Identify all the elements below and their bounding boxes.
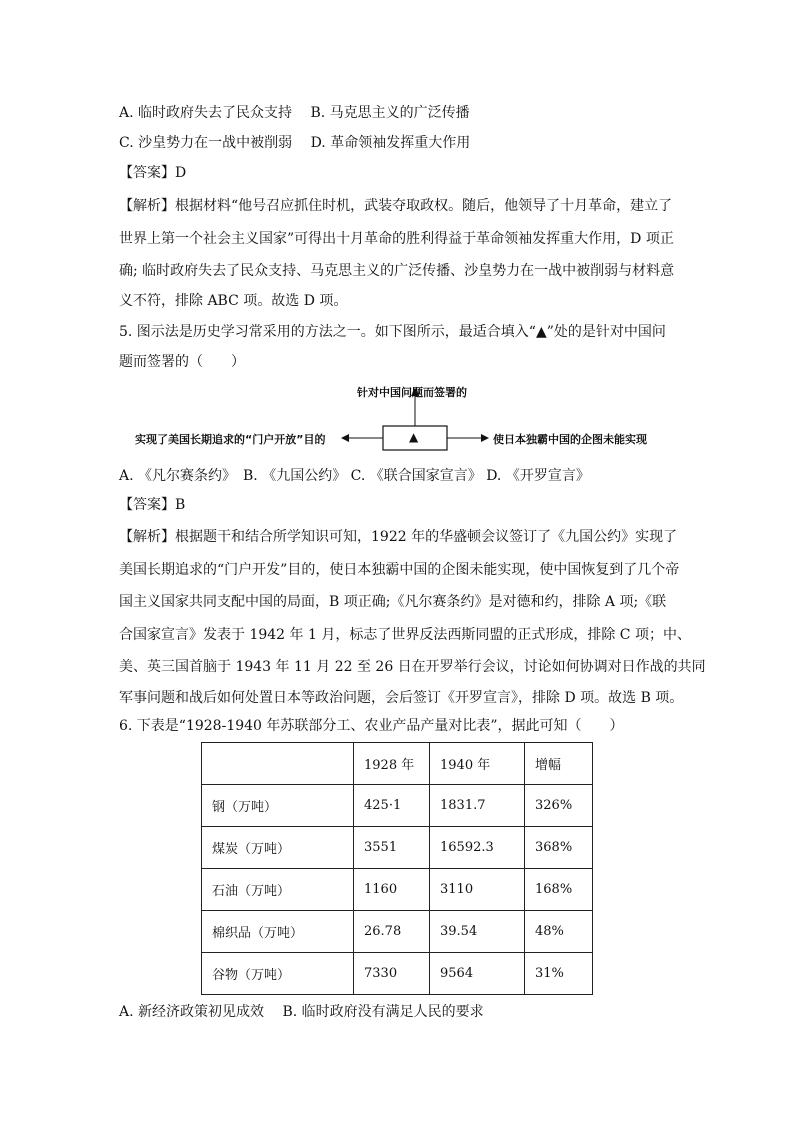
q4-analysis-line: 【解析】根据材料“他号召应抓住时机，武装夺取政权。随后，他领导了十月革命，建立了 (119, 198, 673, 214)
q4-analysis-line: 义不符，排除 ABC 项。故选 D 项。 (119, 293, 348, 309)
q4-option-b: B. 马克思主义的广泛传播 (310, 105, 470, 121)
q5-analysis-line: 合国家宣言》发表于 1942 年 1 月，标志了世界反法西斯同盟的正式形成，排除 C 项；中、 (119, 627, 691, 643)
table-row (202, 953, 593, 995)
table-cell: 9564 (430, 953, 525, 995)
q5-diagram (135, 380, 665, 460)
q6-option-b: B. 临时政府没有满足人民的要求 (282, 1004, 484, 1020)
table-cell: 钢（万吨） (202, 785, 354, 827)
q5-analysis-line: 美国长期追求的“门户开发”目的，使日本独霸中国的企图未能实现，使中国恢复到了几个帝 (119, 562, 680, 578)
table-cell: 39.54 (430, 911, 525, 953)
table-cell: 425·1 (354, 785, 430, 827)
triangle-placeholder: ▲ (409, 430, 419, 444)
q5-analysis-line: 军事问题和战后如何处置日本等政治问题，会后签订《开罗宣言》，排除 D 项。故选 B 项。 (119, 690, 684, 706)
q4-analysis-line: 世界上第一个社会主义国家”可得出十月革命的胜利得益于革命领袖发挥重大作用，D 项正 (119, 231, 674, 247)
production-table (201, 742, 593, 995)
table-cell: 3110 (430, 869, 525, 911)
header-cell: 1940 年 (430, 743, 525, 785)
header-cell: 增幅 (525, 743, 593, 785)
table-cell: 31% (525, 953, 593, 995)
table-cell: 368% (525, 827, 593, 869)
table-cell: 326% (525, 785, 593, 827)
q4-answer: 【答案】D (119, 165, 187, 181)
table-cell: 1831.7 (430, 785, 525, 827)
header-cell: 1928 年 (354, 743, 430, 785)
table-header-row (202, 743, 593, 785)
q4-option-c: C. 沙皇势力在一战中被削弱 (119, 135, 293, 151)
table-cell: 3551 (354, 827, 430, 869)
q5-stem-line: 题而签署的（ ） (119, 354, 245, 370)
table-row (202, 869, 593, 911)
q5-stem-line: 5. 图示法是历史学习常采用的方法之一。如下图所示，最适合填入“▲”处的是针对中国问 (119, 324, 666, 340)
table-cell: 48% (525, 911, 593, 953)
q4-options-row-1 (119, 103, 470, 123)
diagram-left-label: 实现了美国长期追求的“门户开放”目的 (135, 433, 326, 446)
arrow-right-head (481, 434, 489, 442)
q4-option-a: A. 临时政府失去了民众支持 (119, 105, 293, 121)
table-cell: 16592.3 (430, 827, 525, 869)
table-row (202, 785, 593, 827)
table-cell: 石油（万吨） (202, 869, 354, 911)
q6-option-a: A. 新经济政策初见成效 (119, 1004, 265, 1020)
arrow-left-head (341, 434, 349, 442)
q4-options-row-2 (119, 133, 470, 153)
table-cell: 煤炭（万吨） (202, 827, 354, 869)
table-row (202, 911, 593, 953)
q5-analysis-line: 美、英三国首脑于 1943 年 11 月 22 至 26 日在开罗举行会议，讨论如何协调对日作战的共同 (119, 659, 706, 675)
q5-analysis-line: 国主义国家共同支配中国的局面，B 项正确;《凡尔赛条约》是对德和约，排除 A 项;《联 (119, 594, 667, 610)
diagram-top-label: 针对中国问题而签署的 (357, 386, 467, 399)
table-cell: 谷物（万吨） (202, 953, 354, 995)
q4-option-d: D. 革命领袖发挥重大作用 (310, 135, 471, 151)
header-cell (202, 743, 354, 785)
table-cell: 7330 (354, 953, 430, 995)
q6-options-row (119, 1002, 484, 1022)
q5-answer: 【答案】B (119, 497, 186, 513)
table-cell: 26.78 (354, 911, 430, 953)
q5-analysis-line: 【解析】根据题干和结合所学知识可知，1922 年的华盛顿会议签订了《九国公约》实现了 (119, 529, 678, 545)
q5-options: A. 《凡尔赛条约》 B. 《九国公约》 C. 《联合国家宣言》 D. 《开罗宣言》 (119, 468, 590, 484)
table-cell: 1160 (354, 869, 430, 911)
q4-analysis-line: 确; 临时政府失去了民众支持、马克思主义的广泛传播、沙皇势力在一战中被削弱与材料意 (119, 263, 675, 279)
table-row (202, 827, 593, 869)
table-cell: 168% (525, 869, 593, 911)
table-cell: 棉织品（万吨） (202, 911, 354, 953)
q6-stem: 6. 下表是“1928-1940 年苏联部分工、农业产品产量对比表”，据此可知（ ） (119, 718, 624, 734)
diagram-right-label: 使日本独霸中国的企图未能实现 (493, 433, 647, 446)
